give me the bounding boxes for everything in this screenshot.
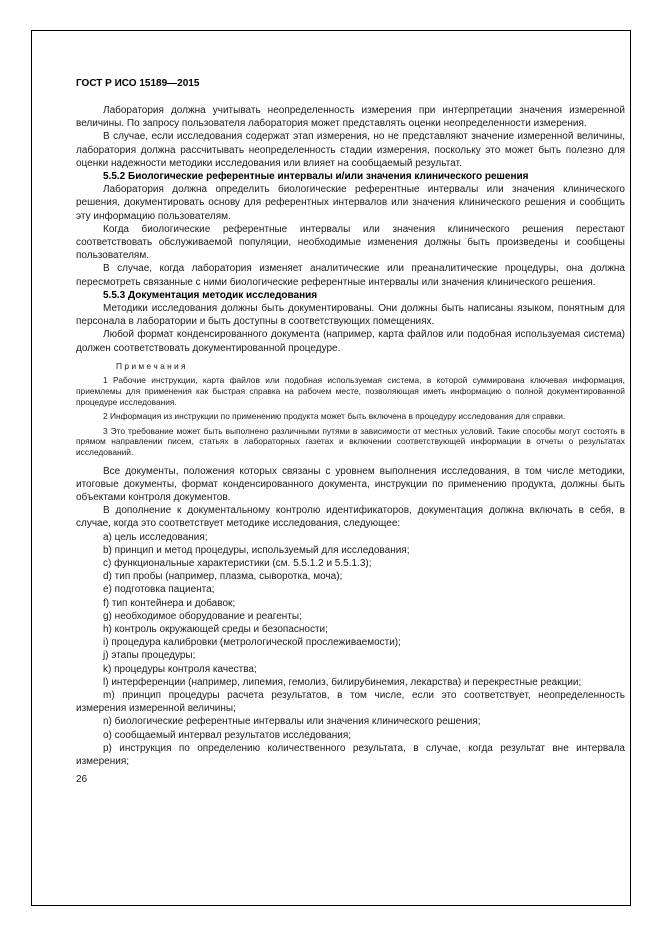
- note-item: 2 Информация из инструкции по применению продукта может быть включена в процедуру исследования для справки.: [103, 411, 566, 422]
- list-item: g) необходимое оборудование и реагенты;: [103, 610, 302, 622]
- paragraph: Когда биологические референтные интервалы или значения клинического решения перестают соответствовать обслуживаемой популяции, необходимые изменения должны быть произведены и сообщены пользователям.: [76, 223, 625, 262]
- list-item: p) инструкция по определению количественного результата, в случае, когда результат вне интервала измерения;: [76, 742, 625, 768]
- list-item: e) подготовка пациента;: [103, 584, 215, 596]
- list-item: i) процедура калибровки (метрологической прослеживаемости);: [103, 637, 401, 649]
- note-item: 1 Рабочие инструкции, карта файлов или подобная используемая система, в которой суммирована ключевая информация, приемлемы для применения как быстрая справка на рабочем месте, позволяющая иметь информацию о полной документированной процедуре исследования.: [76, 375, 625, 407]
- list-item: k) процедуры контроля качества;: [103, 663, 257, 675]
- list-item: c) функциональные характеристики (см. 5.5.1.2 и 5.5.1.3);: [103, 558, 372, 570]
- section-heading-5-5-3: 5.5.3 Документация методик исследования: [103, 289, 318, 301]
- document-page: [31, 30, 631, 906]
- list-item: d) тип пробы (например, плазма, сыворотка, моча);: [103, 571, 343, 583]
- document-header: ГОСТ Р ИСО 15189—2015: [76, 78, 200, 89]
- list-item: f) тип контейнера и добавок;: [103, 597, 236, 609]
- paragraph: Лаборатория должна учитывать неопределенность измерения при интерпретации значения измеренной величины. По запросу пользователя лаборатория может представлять оценки неопределенности измерения.: [76, 105, 625, 130]
- list-item: j) этапы процедуры;: [103, 650, 196, 662]
- page-content: [76, 78, 625, 905]
- note-item: 3 Это требование может быть выполнено различными путями в зависимости от местных условий. Такие способы могут состоять в прямом направлении писем, статьях в лабораторных газетах и включении соответствующей информации в отчеты о результатах исследований.: [76, 425, 625, 458]
- list-item: o) сообщаемый интервал результатов исследования;: [103, 729, 352, 741]
- list-item: m) принцип процедуры расчета результатов, в том числе, если это соответствует, неопределенность измерения измеренной величины;: [76, 690, 625, 715]
- list-item: b) принцип и метод процедуры, используемый для исследования;: [103, 544, 410, 556]
- paragraph: Все документы, положения которых связаны с уровнем выполнения исследования, в том числе методики, итоговые документы, формат конденсированного документа, инструкции по применению продукта, должны быть объектами контроля документов.: [76, 465, 625, 504]
- paragraph: В дополнение к документальному контролю идентификаторов, документация должна включать в себя, в случае, когда это соответствует методике исследования, следующее:: [76, 505, 625, 530]
- list-item: h) контроль окружающей среды и безопасности;: [103, 624, 328, 636]
- paragraph: Методики исследования должны быть документированы. Они должны быть написаны языком, понятным для персонала в лаборатории и быть доступны в соответствующих помещениях.: [76, 303, 625, 328]
- list-item: l) интерференции (например, липемия, гемолиз, билирубинемия, лекарства) и перекрестные реакции;: [103, 676, 582, 688]
- paragraph: Лаборатория должна определить биологические референтные интервалы или значения клинического решения, документировать основу для референтных интервалов или значения клинического решения и сообщить эту информацию пользователям.: [76, 184, 625, 222]
- section-heading-5-5-2: 5.5.2 Биологические референтные интервалы и/или значения клинического решения: [103, 171, 529, 183]
- page-number: 26: [76, 774, 88, 786]
- list-item: n) биологические референтные интервалы или значения клинического решения;: [103, 716, 481, 728]
- list-item: a) цель исследования;: [103, 531, 208, 543]
- paragraph: В случае, если исследования содержат этап измерения, но не представляют значение измеренной величины, лаборатория должна рассчитывать неопределенность стадии измерения, поскольку это может быть полезно для оценки надежности методики исследования или влияет на сообщаемый результат.: [76, 131, 625, 169]
- notes-label: П р и м е ч а н и я: [116, 360, 186, 371]
- paragraph: Любой формат конденсированного документа (например, карта файлов или подобная используемая система) должен соответствовать документированной процедуре.: [76, 329, 625, 354]
- paragraph: В случае, когда лаборатория изменяет аналитические или преаналитические процедуры, она должна пересмотреть связанные с ними биологические референтные интервалы или значения клинического решения.: [76, 263, 625, 288]
